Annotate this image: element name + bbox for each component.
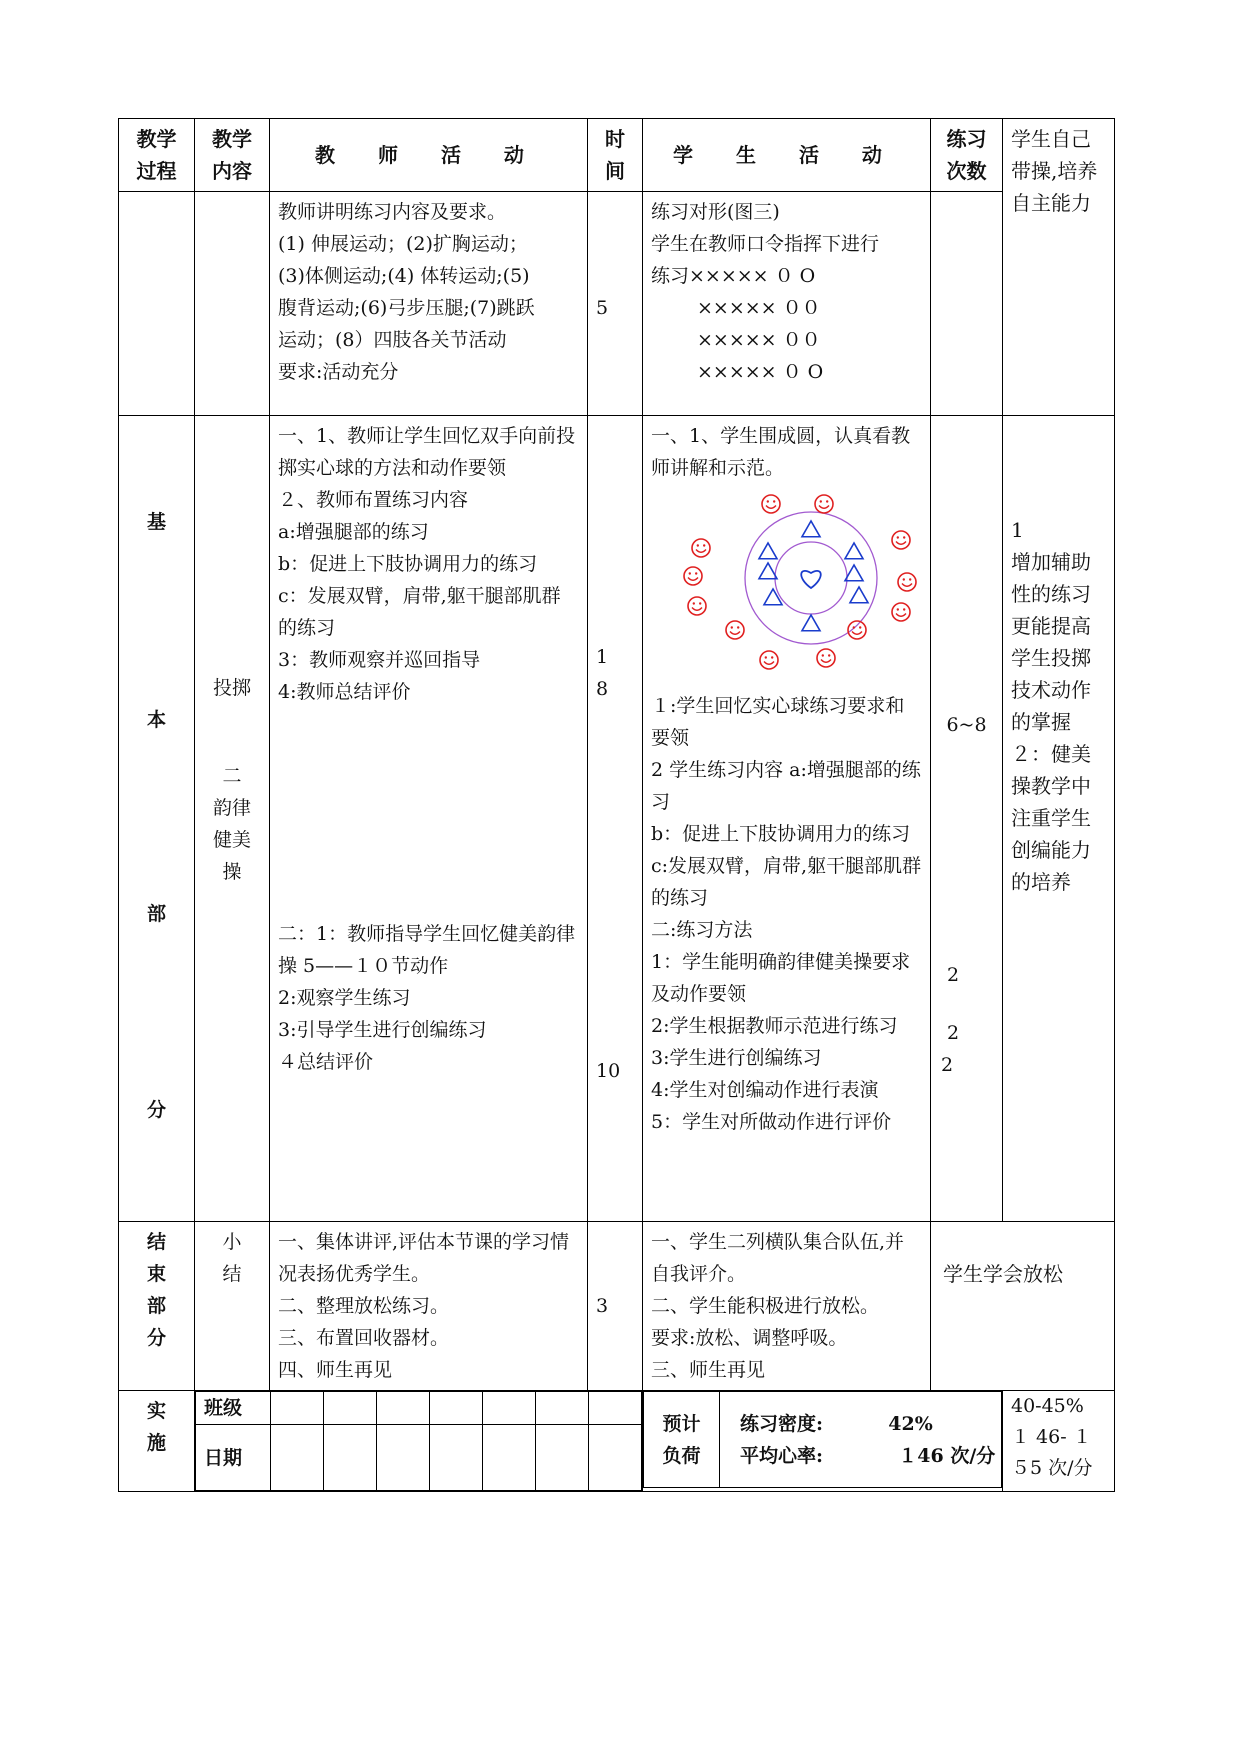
ending-char: 分 <box>146 1327 166 1349</box>
basic-char: 分 <box>146 1099 166 1121</box>
basic-teacher-line: 一、1、教师让学生回忆双手向前投掷实心球的方法和动作要领 <box>278 425 576 479</box>
basic-student-line: 2 学生练习内容 a:增强腿部的练习 <box>651 759 921 813</box>
date-cell <box>483 1425 536 1491</box>
basic-teacher-line: b：促进上下肢协调用力的练习 <box>278 553 538 575</box>
basic-note <box>1003 416 1115 1222</box>
warmup-teacher-line: (3)体侧运动;(4) 体转运动;(5) <box>278 265 530 287</box>
basic-char: 部 <box>146 903 166 925</box>
basic-char: 本 <box>146 709 166 731</box>
warmup-count <box>931 192 1003 416</box>
ending-content <box>195 1222 270 1391</box>
basic-student-line: b：促进上下肢协调用力的练习 <box>651 823 911 845</box>
ending-row <box>119 1222 1115 1391</box>
warmup-student-line: 练习××××× ０ O <box>651 265 816 287</box>
smiley-mouth <box>764 662 774 665</box>
class-date-grid <box>195 1391 642 1491</box>
implement-char: 实 <box>146 1400 166 1422</box>
header-student <box>643 119 931 192</box>
warmup-process <box>119 192 195 416</box>
implement-grid <box>195 1391 643 1492</box>
content-aerobics-line: 健美 <box>212 829 251 851</box>
header-teacher-text: 教 师 活 动 <box>315 143 542 167</box>
smiley-eye <box>737 626 739 628</box>
basic-student-line: 1：学生能明确韵律健美操要求及动作要领 <box>651 951 911 1005</box>
triangle-icon <box>850 587 868 603</box>
basic-count-2: 2 <box>941 1054 954 1076</box>
basic-count-1: 6~8 <box>946 714 987 736</box>
triangle-icon <box>802 615 820 631</box>
ending-char: 部 <box>146 1295 166 1317</box>
ending-student-line: 二、学生能积极进行放松。 <box>651 1295 880 1317</box>
smiley-mouth <box>730 632 740 635</box>
smiley-icon <box>762 495 780 513</box>
basic-teacher-line: 3:引导学生进行创编练习 <box>278 1019 487 1041</box>
circle-formation-diagram <box>651 490 921 690</box>
basic-teacher-line: 2:观察学生练习 <box>278 987 411 1009</box>
load-table <box>643 1391 1002 1488</box>
smiley-mouth <box>902 584 912 587</box>
smiley-mouth <box>896 614 906 617</box>
smiley-icon <box>817 649 835 667</box>
basic-student-line: 5：学生对所做动作进行评价 <box>651 1111 892 1133</box>
ending-student-line: 三、师生再见 <box>651 1359 766 1381</box>
smiley-eye <box>903 536 905 538</box>
smiley-mouth <box>766 506 776 509</box>
warmup-teacher <box>270 192 588 416</box>
header-time: 时间 <box>588 119 643 192</box>
basic-content <box>195 416 270 1222</box>
smiley-eye <box>689 572 691 574</box>
smiley-eye <box>699 602 701 604</box>
class-cell <box>589 1392 642 1425</box>
smiley-icon <box>688 597 706 615</box>
smiley-eye <box>853 626 855 628</box>
smiley-icon <box>898 573 916 591</box>
ending-content-char: 结 <box>222 1263 242 1285</box>
basic-row <box>119 416 1115 1222</box>
basic-student <box>643 416 931 1222</box>
date-cell <box>589 1425 642 1491</box>
basic-time <box>588 416 643 1222</box>
implement-row <box>119 1391 1115 1492</box>
basic-student-line: 4:学生对创编动作进行表演 <box>651 1079 879 1101</box>
basic-char: 基 <box>146 511 166 533</box>
smiley-eye <box>909 578 911 580</box>
basic-count <box>931 416 1003 1222</box>
implement-char: 施 <box>146 1432 166 1454</box>
hr-value: １46 次/分 <box>898 1444 996 1467</box>
basic-teacher-line: a:增强腿部的练习 <box>278 521 429 543</box>
range-line: ５5 次/分 <box>1011 1457 1093 1479</box>
basic-student-line: 2:学生根据教师示范进行练习 <box>651 1015 898 1037</box>
smiley-icon <box>892 603 910 621</box>
load-values <box>720 1392 1002 1488</box>
range-line: １ 46- １ <box>1011 1426 1092 1448</box>
ending-teacher <box>270 1222 588 1391</box>
class-cell <box>377 1392 430 1425</box>
triangle-icon <box>802 521 820 537</box>
warmup-student <box>643 192 931 416</box>
warmup-student-line: ××××× ０ O <box>697 361 824 383</box>
smiley-eye <box>897 536 899 538</box>
triangle-icon <box>845 543 863 559</box>
smiley-mouth <box>696 550 706 553</box>
class-cell <box>271 1392 324 1425</box>
date-cell <box>536 1425 589 1491</box>
header-row <box>119 119 1115 192</box>
hr-label: 平均心率: <box>740 1444 824 1467</box>
ending-teacher-line: 二、整理放松练习。 <box>278 1295 450 1317</box>
smiley-eye <box>693 602 695 604</box>
ending-student-line: 一、学生二列横队集合队伍,并自我评介。 <box>651 1231 905 1285</box>
smiley-eye <box>695 572 697 574</box>
smiley-icon <box>815 495 833 513</box>
smiley-icon <box>692 539 710 557</box>
warmup-teacher-line: 运动；(8）四肢各关节活动 <box>278 329 507 351</box>
ending-teacher-line: 一、集体讲评,评估本节课的学习情况表扬优秀学生。 <box>278 1231 570 1285</box>
class-cell <box>324 1392 377 1425</box>
content-aerobics-line: 韵律 <box>212 797 251 819</box>
smiley-eye <box>820 500 822 502</box>
warmup-note: 学生自己带操,培养自主能力 <box>1003 119 1115 416</box>
smiley-icon <box>726 621 744 639</box>
range-line: 40-45% <box>1011 1395 1084 1417</box>
header-count: 练习次数 <box>931 119 1003 192</box>
smiley-eye <box>765 656 767 658</box>
smiley-eye <box>771 656 773 658</box>
basic-student-line: c:发展双臂，肩带,躯干腿部肌群的练习 <box>651 855 922 909</box>
density-value: 42% <box>888 1412 933 1435</box>
triangle-icon <box>845 565 863 581</box>
class-cell <box>536 1392 589 1425</box>
smiley-mouth <box>688 578 698 581</box>
date-cell <box>430 1425 483 1491</box>
ending-char: 束 <box>146 1263 166 1285</box>
formation-figure <box>684 495 916 669</box>
warmup-content <box>195 192 270 416</box>
content-aerobics-line: 二 <box>222 765 242 787</box>
basic-teacher-line: 3：教师观察并巡回指导 <box>278 649 481 671</box>
smiley-eye <box>897 608 899 610</box>
basic-count-2: 2 <box>947 1022 960 1044</box>
basic-student-line: 二:练习方法 <box>651 919 753 941</box>
warmup-student-line: ××××× ００ <box>697 329 821 351</box>
basic-teacher-line: ２、教师布置练习内容 <box>278 489 469 511</box>
load-label-text: 预计负荷 <box>662 1412 701 1467</box>
basic-time-2: 10 <box>596 1060 621 1082</box>
date-cell <box>324 1425 377 1491</box>
ending-student-line: 要求:放松、调整呼吸。 <box>651 1327 848 1349</box>
basic-time-digit: 8 <box>596 678 609 700</box>
warmup-teacher-line: 要求:活动充分 <box>278 361 399 383</box>
warmup-teacher-line: 教师讲明练习内容及要求。 <box>278 201 507 223</box>
load-label <box>644 1392 720 1488</box>
warmup-teacher-line: 腹背运动;(6)弓步压腿;(7)跳跃 <box>278 297 535 319</box>
basic-section-label <box>119 416 195 1222</box>
smiley-mouth <box>852 632 862 635</box>
content-aerobics-line: 操 <box>222 861 242 883</box>
smiley-mouth <box>896 542 906 545</box>
triangle-icon <box>764 589 782 605</box>
implement-section-label <box>119 1391 195 1492</box>
ending-content-char: 小 <box>222 1231 242 1253</box>
basic-teacher-line: ４总结评价 <box>278 1051 374 1073</box>
basic-teacher-line: 4:教师总结评价 <box>278 681 411 703</box>
basic-time-digit: 1 <box>596 646 609 668</box>
basic-note-line: 增加辅助性的练习更能提高学生投掷技术动作的掌握 <box>1011 550 1091 734</box>
warmup-student-line: 学生在教师口令指挥下进行 <box>651 233 880 255</box>
smiley-icon <box>684 567 702 585</box>
smiley-icon <box>892 531 910 549</box>
basic-teacher-line: c：发展双臂，肩带,躯干腿部肌群的练习 <box>278 585 561 639</box>
heart-icon <box>801 571 821 588</box>
smiley-eye <box>903 578 905 580</box>
ending-teacher-line: 四、师生再见 <box>278 1359 393 1381</box>
basic-teacher <box>270 416 588 1222</box>
basic-note-line: 1 <box>1011 518 1024 542</box>
smiley-eye <box>767 500 769 502</box>
basic-student-line: １:学生回忆实心球练习要求和要领 <box>651 695 905 749</box>
header-process: 教学过程 <box>119 119 195 192</box>
basic-student-intro: 一、1、学生围成圆，认真看教师讲解和示范。 <box>651 425 911 479</box>
date-label: 日期 <box>196 1425 271 1491</box>
smiley-icon <box>760 651 778 669</box>
smiley-eye <box>773 500 775 502</box>
warmup-student-line: ××××× ００ <box>697 297 821 319</box>
basic-student-line: 3:学生进行创编练习 <box>651 1047 822 1069</box>
warmup-time: 5 <box>588 192 643 416</box>
smiley-eye <box>828 654 830 656</box>
ending-section-label <box>119 1222 195 1391</box>
ending-time: 3 <box>588 1222 643 1391</box>
load-section <box>643 1391 1003 1492</box>
class-cell <box>430 1392 483 1425</box>
inner-circle <box>775 542 847 614</box>
class-cell <box>483 1392 536 1425</box>
smiley-eye <box>703 544 705 546</box>
basic-teacher-line: 二：1：教师指导学生回忆健美韵律操 5——１０节动作 <box>278 923 576 977</box>
lesson-plan-table <box>118 118 1115 1492</box>
triangle-icon <box>759 563 777 579</box>
smiley-eye <box>826 500 828 502</box>
basic-count-2: 2 <box>947 964 960 986</box>
warmup-student-line: 练习对形(图三) <box>651 201 780 223</box>
warmup-row <box>119 192 1115 416</box>
smiley-eye <box>697 544 699 546</box>
header-teacher <box>270 119 588 192</box>
class-label: 班级 <box>196 1392 271 1425</box>
content-throw: 投掷 <box>212 677 251 699</box>
warmup-teacher-line: (1) 伸展运动；(2)扩胸运动； <box>278 233 528 255</box>
smiley-mouth <box>692 608 702 611</box>
header-student-text: 学 生 活 动 <box>673 143 900 167</box>
smiley-eye <box>859 626 861 628</box>
header-content: 教学内容 <box>195 119 270 192</box>
ending-note: 学生学会放松 <box>931 1222 1115 1391</box>
date-cell <box>377 1425 430 1491</box>
date-cell <box>271 1425 324 1491</box>
implement-range <box>1003 1391 1115 1492</box>
smiley-mouth <box>819 506 829 509</box>
smiley-eye <box>731 626 733 628</box>
ending-char: 结 <box>146 1231 166 1253</box>
smiley-eye <box>822 654 824 656</box>
smiley-eye <box>903 608 905 610</box>
triangle-icon <box>759 543 777 559</box>
ending-student <box>643 1222 931 1391</box>
smiley-mouth <box>821 660 831 663</box>
density-label: 练习密度: <box>740 1412 824 1435</box>
basic-note-line: ２：健美操教学中注重学生创编能力的培养 <box>1011 742 1091 894</box>
ending-teacher-line: 三、布置回收器材。 <box>278 1327 450 1349</box>
